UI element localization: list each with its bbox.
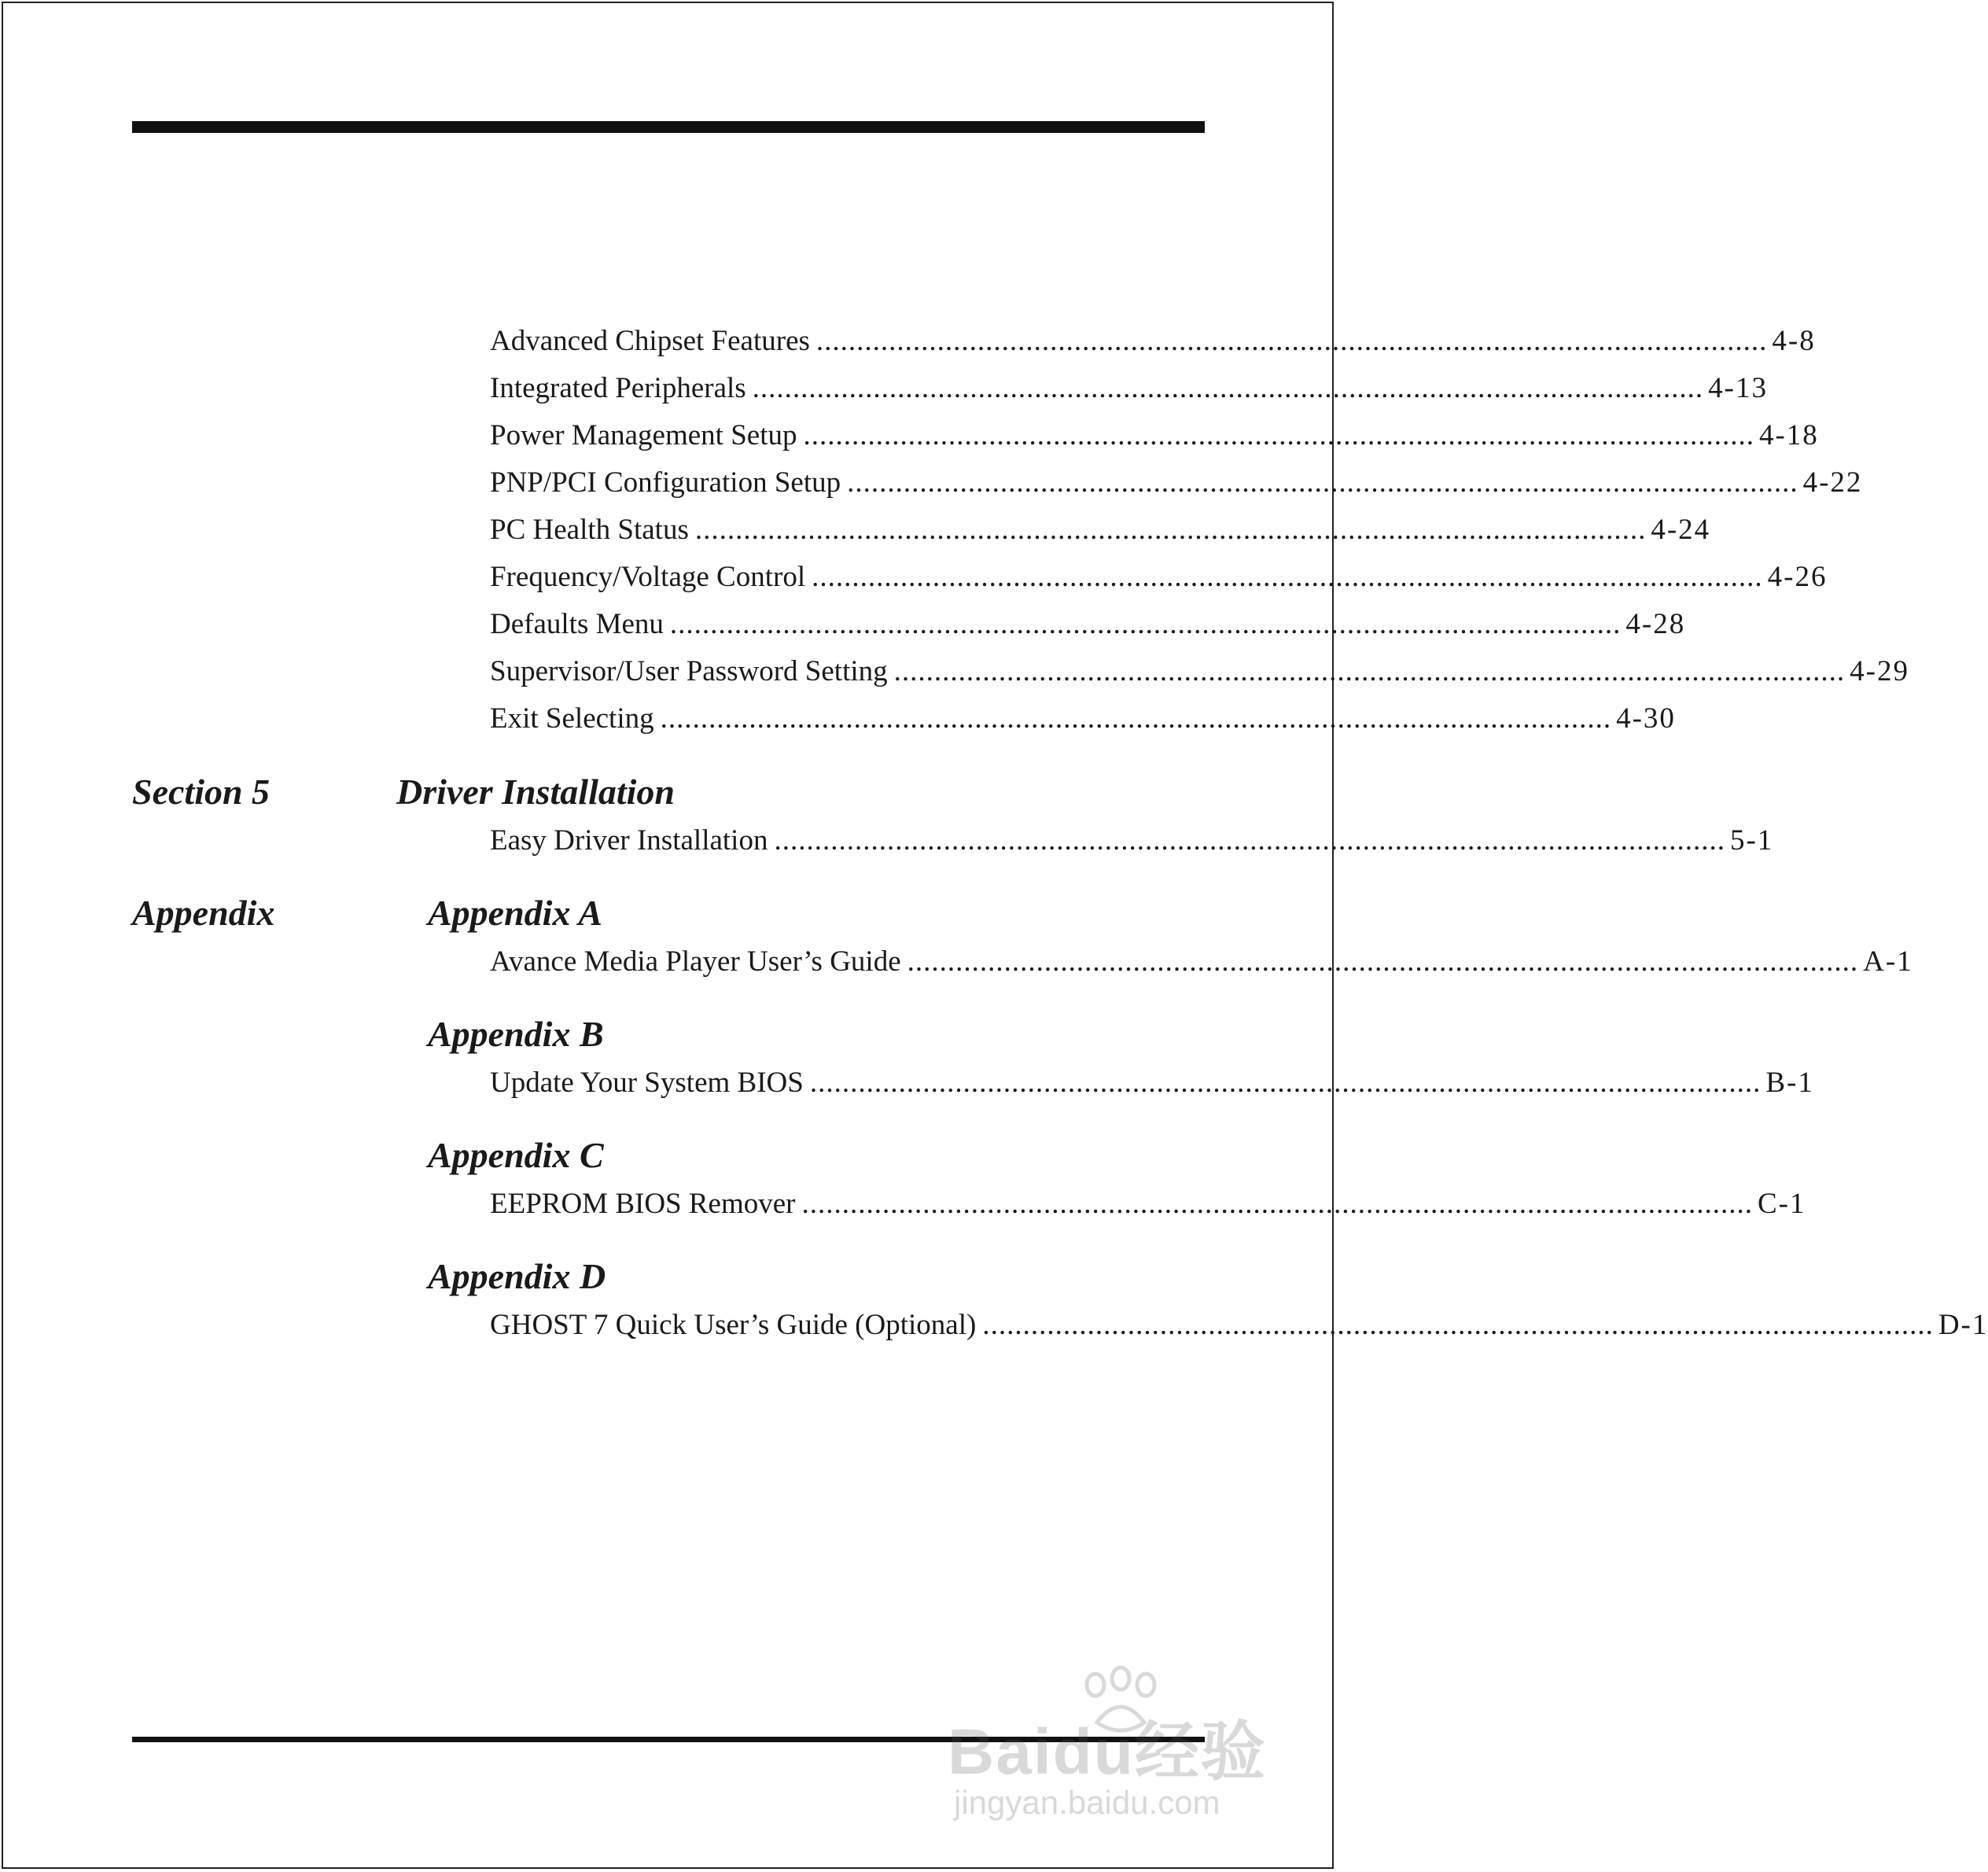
toc-entry [490,371,1768,411]
toc-entry-title: Update Your System BIOS [490,1067,804,1099]
dot-leader: ...................................................................................................................... [809,1067,1762,1099]
dot-leader: ...................................................................................................................... [669,608,1622,640]
appendix-label: Appendix [132,893,275,933]
dot-leader: ...................................................................................................................... [982,1309,1934,1341]
dot-leader: ...................................................................................................................... [907,945,1859,978]
toc-entry-page: 4-18 [1758,419,1819,451]
toc-entry-page: B-1 [1765,1067,1814,1099]
toc-entry-title: Advanced Chipset Features [490,325,810,357]
toc-entry-page: 4-29 [1850,655,1909,687]
watermark-url: jingyan.baidu.com [954,1784,1220,1821]
toc-entry [490,702,1676,741]
toc-entry-page: 4-26 [1767,561,1828,593]
toc-entry-page: D-1 [1938,1309,1988,1341]
toc-entry-page: 4-8 [1772,325,1816,357]
toc-entry [490,824,1774,863]
watermark-brand: Baidu经验 [948,1716,1267,1788]
toc-entry-title: Exit Selecting [490,702,654,735]
dot-leader: ...................................................................................................................... [847,466,1798,499]
toc-entry-page: A-1 [1863,945,1913,978]
toc-entry-page: 4-13 [1708,372,1768,404]
dot-leader: ...................................................................................................................... [774,824,1725,857]
dot-leader: ...................................................................................................................... [815,325,1768,357]
toc-entry [490,945,1913,984]
toc-entry-title: Avance Media Player User’s Guide [490,945,901,978]
toc-entry [490,607,1686,647]
toc-entry [490,560,1828,599]
toc-entry [490,466,1863,505]
toc-entry-title: Defaults Menu [490,608,664,640]
toc-entry-page: 4-22 [1802,466,1863,499]
dot-leader: ...................................................................................................................... [803,419,1754,451]
appendix-a-heading: Appendix A [428,893,602,933]
toc-entry [490,654,1909,694]
appendix-b-heading: Appendix B [428,1014,604,1054]
toc-entry [490,418,1819,458]
toc-entry-title: EEPROM BIOS Remover [490,1188,796,1220]
page-border [2,2,1334,1869]
toc-entry-title: Power Management Setup [490,419,797,451]
baidu-watermark [948,1667,1278,1825]
toc-entry-title: PNP/PCI Configuration Setup [490,466,841,499]
section-5-heading: Driver Installation [396,772,676,812]
dot-leader: ...................................................................................................................... [694,514,1647,546]
dot-leader: ...................................................................................................................... [812,561,1763,593]
toc-entry-title: Frequency/Voltage Control [490,561,806,593]
appendix-d-heading: Appendix D [428,1256,606,1296]
toc-entry-title: GHOST 7 Quick User’s Guide (Optional) [490,1309,977,1341]
toc-entry [490,324,1816,363]
dot-leader: ...................................................................................................................... [893,655,1846,687]
toc-entry-title: PC Health Status [490,514,689,546]
dot-leader: ...................................................................................................................... [660,702,1612,735]
toc-entry-page: 4-28 [1625,608,1686,640]
top-rule [132,121,1205,133]
toc-entry [490,1187,1806,1226]
dot-leader: ...................................................................................................................... [801,1188,1753,1220]
toc-entry [490,513,1711,552]
dot-leader: ...................................................................................................................... [752,372,1704,404]
appendix-c-heading: Appendix C [428,1135,604,1175]
toc-entry-title: Supervisor/User Password Setting [490,655,888,687]
toc-entry-title: Easy Driver Installation [490,824,768,857]
section-5-label: Section 5 [132,772,271,812]
toc-entry-page: 4-24 [1651,514,1711,546]
toc-entry-page: 5-1 [1729,824,1774,857]
toc-entry-title: Integrated Peripherals [490,372,746,404]
toc-entry [490,1066,1814,1105]
toc-entry-page: 4-30 [1616,702,1676,735]
toc-entry-page: C-1 [1758,1188,1806,1220]
toc-entry [490,1308,1988,1347]
